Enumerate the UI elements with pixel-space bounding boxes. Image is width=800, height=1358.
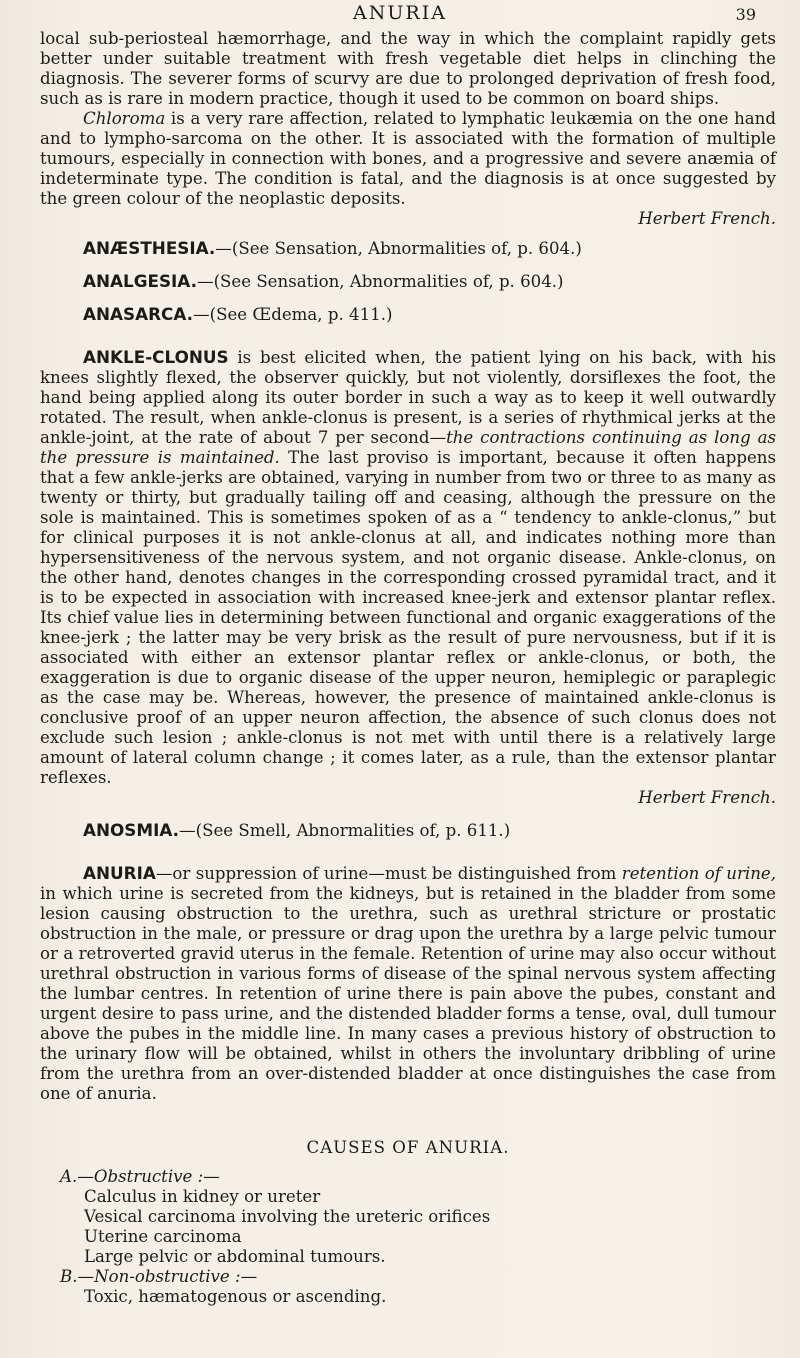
ankle-clonus-text-a: is best elicited when, the patient lying on his back, with his knees slightly flexed, the observer quickly, but not violently, dorsiflexes the foot, the hand being applied along its outer border in such a way as to keep it well outwardly rotated. The result, when ankle-clonus is present, is a series of rhythmical jerks at the ankle-joint, at the rate of about 7 per second— [40,348,776,447]
list-item: Large pelvic or abdominal tumours. [84,1247,386,1266]
page-number: 39 [735,5,756,24]
xref-text: —(See Œdema, p. 411.) [193,305,393,324]
list-item: Uterine carcinoma [84,1227,242,1246]
chloroma-byline: Herbert French. [638,209,776,228]
causes-heading: CAUSES OF ANURIA. [306,1138,510,1157]
anosmia-text: —(See Smell, Abnormalities of, p. 611.) [179,821,511,840]
anosmia-headword: ANOSMIA. [83,820,180,840]
page-body [40,29,776,1307]
list-item: Toxic, hæmatogenous or ascending. [84,1287,387,1306]
chloroma-lead: Chloroma [83,109,166,128]
ankle-clonus-byline: Herbert French. [638,788,776,807]
chloroma-text: is a very rare affection, related to lymphatic leukæmia on the one hand and to lympho-sarcoma on the other. It is associated with the formation of multiple tumours, especially in connection with bones, and a progressive and severe anæmia of indeterminate type. The condition is fatal, and the diagnosis is at once suggested by the green colour of the neoplastic deposits. [40,109,776,208]
xref-anosmia [40,820,776,841]
ankle-clonus-text-b: The last proviso is important, because it often happens that a few ankle-jerks are obtained, varying in number from two or three to as many as twenty or thirty, but gradually tailing off and ceasing, although the pressure on the sole is maintained. This is sometimes spoken of as a “ tendency to ankle-clonus,” but for clinical purposes it is not ankle-clonus at all, and indicates nothing more than hypersensitiveness of the nervous system, and not organic disease. Ankle-clonus, on the other hand, denotes changes in the corresponding crossed pyramidal tract, and it is to be expected in association with increased knee-jerk and extensor plantar reflex. Its chief value lies in determining between functional and organic exaggerations of the knee-jerk ; the latter may be very brisk as the result of pure nervousness, but if it is associated with either an extensor plantar reflex or ankle-clonus, or both, the exaggeration is due to organic disease of the upper neuron, hemiplegic or paraplegic as the case may be. Whereas, however, the presence of maintained ankle-clonus is conclusive proof of an upper neuron affection, the absence of such clonus does not exclude such lesion ; ankle-clonus is not met with until there is a relatively large amount of lateral column change ; it comes later, as a rule, than the extensor plantar reflexes. [40,448,777,787]
xref-anasarca [40,304,776,325]
ankle-clonus-italic: the contractions continuing as long as the pressure is maintained. [40,428,776,467]
xref-headword: ANALGESIA. [83,271,197,291]
xref-headword: ANÆSTHESIA. [83,238,216,258]
causes-group-a-label: A.—Obstructive :— [60,1167,220,1186]
causes-group-b-label: B.—Non-obstructive :— [60,1267,258,1286]
list-item: Vesical carcinoma involving the ureteric orifices [84,1207,491,1226]
anuria-paragraph [40,863,776,1104]
xref-text: —(See Sensation, Abnormalities of, p. 604.) [196,272,564,291]
list-item: Calculus in kidney or ureter [84,1187,321,1206]
xref-analgesia [40,271,776,292]
anuria-text-a: —or suppression of urine—must be distinguished from [155,864,622,883]
scurvy-text: local sub-periosteal hæmorrhage, and the way in which the complaint rapidly gets better under suitable treatment with fresh vegetable diet helps in clinching the diagnosis. The severer forms of scurvy are due to prolonged deprivation of fresh food, such as is rare in modern practice, though it used to be common on board ships. [40,29,776,108]
anuria-italic: retention of urine, [621,864,776,883]
page-header [0,0,800,30]
anuria-text-b: in which urine is secreted from the kidneys, but is retained in the bladder from some lesion causing obstruction to the urethra, such as urethral stricture or prostatic obstruction in the male, or pressure or drag upon the urethra by a large pelvic tumour or a retroverted gravid uterus in the female. Retention of urine may also occur without urethral obstruction in various forms of disease of the spinal nervous system affecting the lumbar centres. In retention of urine there is pain above the pubes, constant and urgent desire to pass urine, and the distended bladder forms a tense, oval, dull tumour above the pubes in the middle line. In many cases a previous history of obstruction to the urinary flow will be obtained, whilst in others the involuntary dribbling of urine from the urethra from an over-distended bladder at once distinguishes the case from one of anuria. [40,884,776,1103]
ankle-clonus-paragraph [40,347,776,788]
xref-anaesthesia [40,238,776,259]
scurvy-paragraph [40,29,776,109]
xref-headword: ANASARCA. [83,304,194,324]
anuria-headword: ANURIA [83,863,156,883]
running-title: ANURIA [353,2,447,24]
ankle-clonus-headword: ANKLE-CLONUS [83,347,229,367]
chloroma-paragraph [40,109,776,209]
xref-text: —(See Sensation, Abnormalities of, p. 604.) [215,239,582,258]
